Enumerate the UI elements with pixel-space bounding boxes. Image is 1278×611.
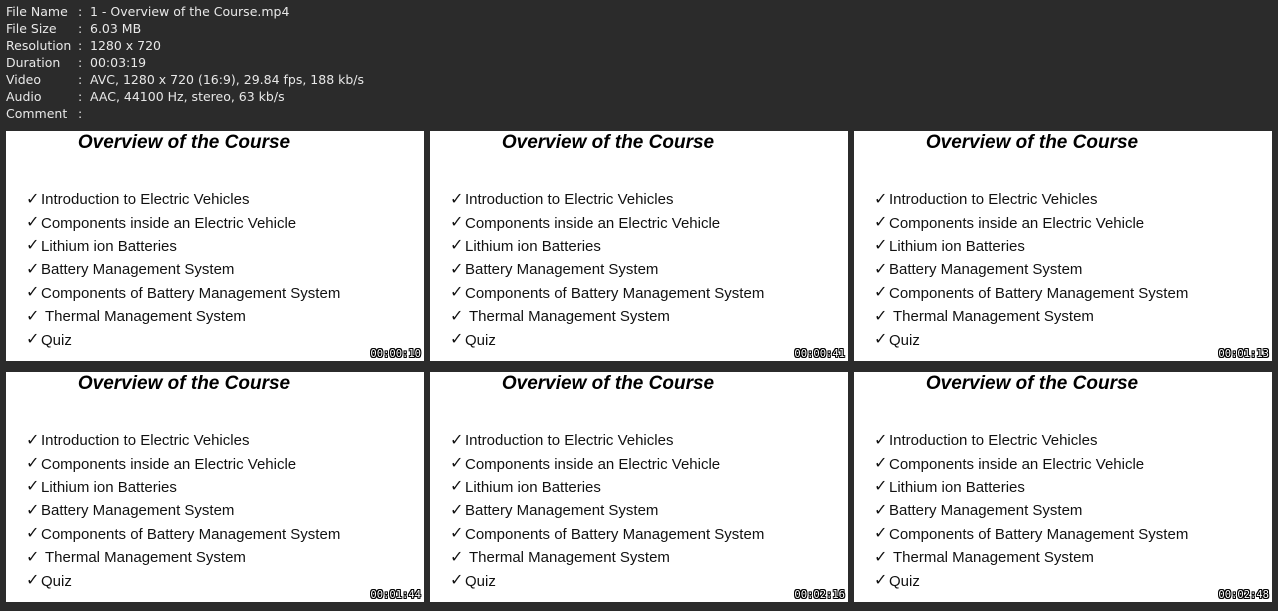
file-info-label: Resolution [6, 38, 72, 53]
checkmark-icon: ✓ [26, 307, 40, 325]
file-info-value: 6.03 MB [90, 21, 142, 36]
slide-topic-item [26, 211, 340, 234]
slide-topic-item [26, 328, 340, 351]
slide-topic-item [26, 499, 340, 522]
slide-topic-item [26, 546, 340, 569]
slide-topic-text: Components inside an Electric Vehicle [889, 455, 1145, 473]
slide-topic-item [874, 476, 1188, 499]
slide-topic-item [26, 569, 340, 592]
checkmark-icon: ✓ [450, 260, 464, 278]
slide-topic-item [26, 282, 340, 305]
checkmark-icon: ✓ [874, 525, 888, 543]
slide-topic-item [874, 523, 1188, 546]
checkmark-icon: ✓ [26, 214, 40, 232]
file-info-label: File Size [6, 21, 57, 36]
checkmark-icon: ✓ [450, 478, 464, 496]
checkmark-icon: ✓ [450, 501, 464, 519]
slide-topic-text: Quiz [889, 331, 920, 349]
slide-topic-item [874, 188, 1188, 211]
checkmark-icon: ✓ [26, 525, 40, 543]
slide-topic-item [874, 235, 1188, 258]
slide-topic-text: Components of Battery Management System [41, 284, 341, 302]
checkmark-icon: ✓ [874, 260, 888, 278]
slide-topic-text: Introduction to Electric Vehicles [889, 191, 1098, 209]
slide-topic-text: Lithium ion Batteries [41, 237, 177, 255]
file-info-separator: : [78, 4, 83, 19]
slide-topic-text: Introduction to Electric Vehicles [41, 191, 250, 209]
slide-topic-text: Quiz [465, 572, 496, 590]
slide-topic-text: Thermal Management System [893, 308, 1094, 326]
checkmark-icon: ✓ [450, 307, 464, 325]
slide-topic-item [450, 282, 764, 305]
slide-topic-text: Components of Battery Management System [465, 525, 765, 543]
checkmark-icon: ✓ [26, 431, 40, 449]
slide-topic-text: Lithium ion Batteries [465, 237, 601, 255]
slide-topic-text: Components of Battery Management System [889, 284, 1189, 302]
file-info-row [6, 37, 364, 54]
thumbnail-grid [6, 131, 1272, 606]
slide-topic-item [450, 523, 764, 546]
slide-topic-text: Battery Management System [889, 261, 1083, 279]
slide-topic-item [26, 429, 340, 452]
slide-topic-text: Components inside an Electric Vehicle [465, 455, 721, 473]
slide-topic-item [26, 476, 340, 499]
video-thumbnail[interactable] [6, 372, 424, 602]
file-info-row [6, 71, 364, 88]
checkmark-icon: ✓ [26, 501, 40, 519]
slide-topic-text: Components inside an Electric Vehicle [41, 214, 297, 232]
file-info-row [6, 3, 364, 20]
slide-topic-text: Components inside an Electric Vehicle [41, 455, 297, 473]
checkmark-icon: ✓ [874, 431, 888, 449]
file-info-row [6, 105, 364, 122]
slide-topic-text: Introduction to Electric Vehicles [889, 432, 1098, 450]
checkmark-icon: ✓ [26, 331, 40, 349]
slide-topic-item [874, 282, 1188, 305]
thumbnail-timestamp: 00:01:44 [370, 589, 421, 601]
file-info-label: File Name [6, 4, 68, 19]
file-info-label: Audio [6, 89, 42, 104]
file-info-value: 1 - Overview of the Course.mp4 [90, 4, 290, 19]
checkmark-icon: ✓ [874, 455, 888, 473]
video-thumbnail[interactable] [854, 372, 1272, 602]
checkmark-icon: ✓ [26, 260, 40, 278]
thumbnail-timestamp: 00:02:16 [794, 589, 845, 601]
slide-topic-item [874, 569, 1188, 592]
slide-topic-item [874, 258, 1188, 281]
checkmark-icon: ✓ [26, 548, 40, 566]
checkmark-icon: ✓ [874, 307, 888, 325]
file-info-panel [6, 3, 364, 122]
checkmark-icon: ✓ [874, 331, 888, 349]
slide-topic-item [450, 476, 764, 499]
slide-topic-text: Introduction to Electric Vehicles [465, 432, 674, 450]
file-info-value: 1280 x 720 [90, 38, 162, 53]
slide-topic-text: Components of Battery Management System [465, 284, 765, 302]
slide-topic-text: Quiz [465, 331, 496, 349]
checkmark-icon: ✓ [874, 284, 888, 302]
slide-topic-item [874, 211, 1188, 234]
video-thumbnail[interactable] [430, 131, 848, 361]
slide-title: Overview of the Course [925, 132, 1139, 153]
file-info-row [6, 54, 364, 71]
slide-topic-item [26, 523, 340, 546]
slide-topic-text: Quiz [41, 572, 72, 590]
slide-topic-text: Introduction to Electric Vehicles [465, 191, 674, 209]
slide-topic-item [450, 188, 764, 211]
checkmark-icon: ✓ [874, 214, 888, 232]
slide-title: Overview of the Course [925, 373, 1139, 394]
slide-topic-item [874, 546, 1188, 569]
checkmark-icon: ✓ [450, 525, 464, 543]
file-info-value: 00:03:19 [90, 55, 147, 70]
slide-topic-item [26, 235, 340, 258]
slide-topic-text: Thermal Management System [893, 549, 1094, 567]
slide-topic-list [450, 429, 764, 593]
checkmark-icon: ✓ [874, 478, 888, 496]
file-info-separator: : [78, 55, 83, 70]
slide-topic-item [874, 452, 1188, 475]
slide-topic-item [874, 328, 1188, 351]
video-thumbnail[interactable] [6, 131, 424, 361]
checkmark-icon: ✓ [26, 237, 40, 255]
slide-topic-list [874, 429, 1188, 593]
thumbnail-timestamp: 00:00:10 [370, 348, 421, 360]
checkmark-icon: ✓ [26, 190, 40, 208]
file-info-row [6, 20, 364, 37]
slide-topic-text: Battery Management System [41, 502, 235, 520]
file-info-separator: : [78, 21, 83, 36]
slide-topic-item [450, 328, 764, 351]
slide-topic-text: Components inside an Electric Vehicle [465, 214, 721, 232]
checkmark-icon: ✓ [26, 478, 40, 496]
checkmark-icon: ✓ [874, 501, 888, 519]
slide-topic-item [26, 258, 340, 281]
checkmark-icon: ✓ [450, 572, 464, 590]
file-info-row [6, 88, 364, 105]
slide-title: Overview of the Course [501, 373, 715, 394]
slide-topic-list [450, 188, 764, 352]
slide-topic-item [26, 305, 340, 328]
checkmark-icon: ✓ [450, 331, 464, 349]
file-info-separator: : [78, 38, 83, 53]
slide-topic-text: Thermal Management System [469, 549, 670, 567]
checkmark-icon: ✓ [874, 190, 888, 208]
thumbnail-timestamp: 00:00:41 [794, 348, 845, 360]
slide-topic-item [450, 258, 764, 281]
slide-topic-item [450, 211, 764, 234]
checkmark-icon: ✓ [450, 455, 464, 473]
checkmark-icon: ✓ [874, 548, 888, 566]
slide-topic-item [450, 499, 764, 522]
slide-topic-item [450, 569, 764, 592]
slide-topic-item [26, 452, 340, 475]
slide-topic-item [450, 235, 764, 258]
slide-topic-item [874, 305, 1188, 328]
slide-topic-text: Battery Management System [465, 261, 659, 279]
checkmark-icon: ✓ [874, 572, 888, 590]
slide-topic-list [874, 188, 1188, 352]
slide-topic-text: Lithium ion Batteries [889, 237, 1025, 255]
checkmark-icon: ✓ [26, 572, 40, 590]
slide-topic-text: Battery Management System [889, 502, 1083, 520]
slide-topic-item [874, 499, 1188, 522]
file-info-label: Video [6, 72, 42, 87]
slide-topic-text: Quiz [41, 331, 72, 349]
slide-topic-text: Components inside an Electric Vehicle [889, 214, 1145, 232]
slide-topic-item [26, 188, 340, 211]
slide-topic-text: Battery Management System [41, 261, 235, 279]
slide-topic-text: Lithium ion Batteries [889, 478, 1025, 496]
slide-topic-text: Lithium ion Batteries [41, 478, 177, 496]
checkmark-icon: ✓ [450, 237, 464, 255]
video-thumbnail[interactable] [854, 131, 1272, 361]
checkmark-icon: ✓ [26, 284, 40, 302]
slide-topic-item [450, 305, 764, 328]
slide-topic-list [26, 188, 340, 352]
slide-topic-item [450, 452, 764, 475]
thumbnail-timestamp: 00:01:13 [1218, 348, 1269, 360]
file-info-separator: : [78, 89, 83, 104]
file-info-separator: : [78, 106, 83, 121]
file-info-value: AVC, 1280 x 720 (16:9), 29.84 fps, 188 kb/s [90, 72, 365, 87]
checkmark-icon: ✓ [26, 455, 40, 473]
slide-topic-text: Introduction to Electric Vehicles [41, 432, 250, 450]
slide-topic-item [450, 429, 764, 452]
file-info-label: Duration [6, 55, 61, 70]
checkmark-icon: ✓ [450, 548, 464, 566]
checkmark-icon: ✓ [450, 190, 464, 208]
slide-topic-text: Components of Battery Management System [889, 525, 1189, 543]
file-info-separator: : [78, 72, 83, 87]
checkmark-icon: ✓ [450, 214, 464, 232]
slide-topic-text: Components of Battery Management System [41, 525, 341, 543]
slide-topic-item [450, 546, 764, 569]
slide-topic-text: Thermal Management System [469, 308, 670, 326]
checkmark-icon: ✓ [874, 237, 888, 255]
checkmark-icon: ✓ [450, 431, 464, 449]
slide-topic-text: Lithium ion Batteries [465, 478, 601, 496]
checkmark-icon: ✓ [450, 284, 464, 302]
slide-title: Overview of the Course [501, 132, 715, 153]
slide-topic-list [26, 429, 340, 593]
slide-topic-item [874, 429, 1188, 452]
thumbnail-timestamp: 00:02:48 [1218, 589, 1269, 601]
slide-topic-text: Quiz [889, 572, 920, 590]
slide-topic-text: Battery Management System [465, 502, 659, 520]
slide-topic-text: Thermal Management System [45, 308, 246, 326]
slide-title: Overview of the Course [77, 132, 291, 153]
file-info-value: AAC, 44100 Hz, stereo, 63 kb/s [90, 89, 285, 104]
video-thumbnail[interactable] [430, 372, 848, 602]
slide-title: Overview of the Course [77, 373, 291, 394]
slide-topic-text: Thermal Management System [45, 549, 246, 567]
file-info-label: Comment [6, 106, 68, 121]
